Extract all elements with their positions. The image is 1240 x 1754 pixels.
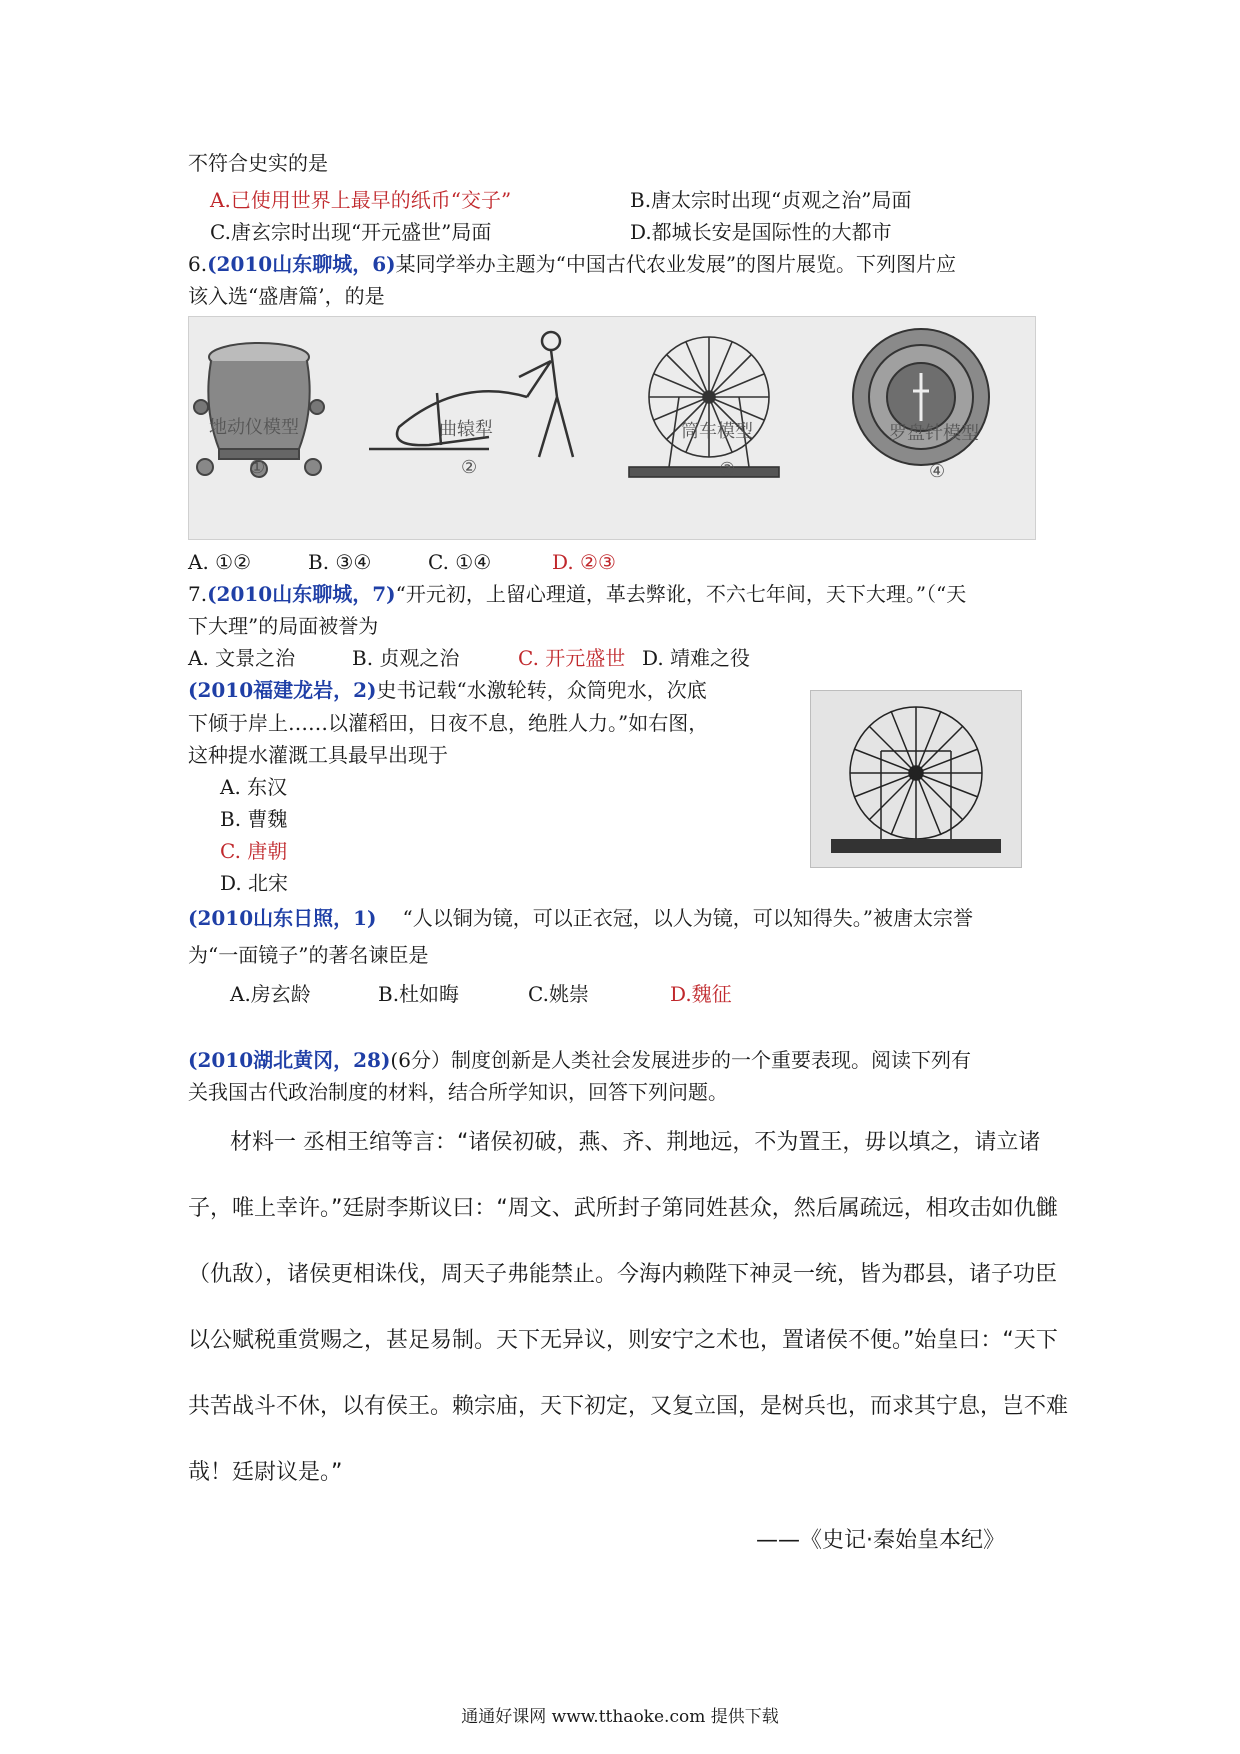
q5-option-b: B.唐太宗时出现“贞观之治”局面: [630, 188, 912, 212]
q10-material-line2: 子，唯上幸许。”廷尉李斯议曰：“周文、武所封子第同姓甚众，然后属疏远，相攻击如仇雠: [188, 1196, 1058, 1221]
water-wheel-photo-illustration: [811, 691, 1021, 867]
q8-option-a: A. 东汉: [220, 775, 288, 799]
q9-stem-line2: 为“一面镜子”的著名谏臣是: [188, 943, 429, 967]
q7-stem-text: “开元初，上留心理道，革去弊讹，不六七年间，天下大理。”（“天: [395, 582, 967, 606]
q10-material-line1: 材料一 丞相王绾等言：“诸侯初破，燕、齐、荆地远，不为置王，毋以填之，请立诸: [230, 1130, 1041, 1155]
q6-stem-text: 某同学举办主题为“中国古代农业发展”的图片展览。下列图片应: [395, 252, 957, 276]
q6-option-c: C. ①④: [428, 550, 492, 574]
q7-option-a: A. 文景之治: [188, 646, 296, 670]
q6-caption-4: 罗盘针模型: [889, 423, 979, 444]
q10-material-line5: 共苦战斗不休，以有侯王。赖宗庙，天下初定，又复立国，是树兵也，而求其宁息，岂不难: [188, 1394, 1069, 1419]
q6-caption-1: 地动仪模型: [209, 417, 299, 438]
q10-material-line6: 哉！廷尉议是。”: [188, 1460, 343, 1485]
q6-caption-3: 筒车模型: [681, 421, 753, 442]
compass-illustration: [853, 329, 989, 465]
q7-source: (2010山东聊城，7): [207, 582, 396, 606]
q8-option-d: D. 北宋: [220, 871, 289, 895]
q6-source: (2010山东聊城，6): [207, 252, 396, 276]
q6-option-b: B. ③④: [308, 550, 372, 574]
q9-stem-line1: [188, 906, 973, 930]
q5-option-c: C.唐玄宗时出现“开元盛世”局面: [210, 220, 492, 244]
q6-index-3: ③: [719, 459, 736, 480]
q9-option-c: C.姚崇: [528, 982, 589, 1006]
q10-stem-text: (6分）制度创新是人类社会发展进步的一个重要表现。阅读下列有: [390, 1048, 971, 1072]
q6-index-1: ①: [249, 457, 266, 478]
q6-stem-line1: [188, 252, 956, 276]
q6-index-4: ④: [929, 461, 946, 482]
q9-option-d: D.魏征: [670, 982, 732, 1006]
q6-index-2: ②: [461, 457, 478, 478]
q6-caption-2: 曲辕犁: [439, 419, 493, 440]
q9-option-a: A.房玄龄: [230, 982, 311, 1006]
q6-number: 6.: [188, 252, 208, 276]
q6-stem-line2: 该入选“盛唐篇’，的是: [188, 284, 385, 308]
water-wheel-illustration: [629, 337, 779, 477]
q9-stem-text: “人以铜为镜，可以正衣冠，以人为镜，可以知得失。”被唐太宗誉: [402, 906, 973, 930]
q6-option-a: A. ①②: [188, 550, 252, 574]
q8-stem-line1: [188, 678, 707, 702]
q10-material-line3: （仇敌），诸侯更相诛伐，周天子弗能禁止。今海内赖陛下神灵一统，皆为郡县，诸子功臣: [188, 1262, 1058, 1287]
q8-stem-text: 史书记载“水激轮转，众筒兜水，次底: [376, 678, 707, 702]
q6-image-strip: [188, 316, 1036, 540]
q8-option-b: B. 曹魏: [220, 807, 288, 831]
q7-stem-line1: [188, 582, 966, 606]
page-footer: 通通好课网 www.tthaoke.com 提供下载: [461, 1707, 779, 1727]
q7-option-b: B. 贞观之治: [352, 646, 460, 670]
q5-option-a: A.已使用世界上最早的纸币“交子”: [210, 188, 512, 212]
q7-option-d: D. 靖难之役: [642, 646, 751, 670]
q10-stem-line1: [188, 1048, 971, 1072]
q9-option-b: B.杜如晦: [378, 982, 460, 1006]
q10-citation: ——《史记·秦始皇本纪》: [756, 1528, 1005, 1553]
q7-number: 7.: [188, 582, 208, 606]
q6-option-d: D. ②③: [552, 550, 616, 574]
q7-stem-line2: 下大理”的局面被誉为: [188, 614, 379, 638]
q8-water-wheel-photo: [810, 690, 1022, 868]
q5-stem-tail: 不符合史实的是: [188, 151, 328, 175]
q8-stem-line3: 这种提水灌溉工具最早出现于: [188, 743, 448, 767]
q10-stem-line2: 关我国古代政治制度的材料，结合所学知识，回答下列问题。: [188, 1080, 728, 1104]
q9-source: (2010山东日照，1): [188, 906, 377, 930]
q10-source: (2010湖北黄冈，28): [188, 1048, 391, 1072]
q8-source: (2010福建龙岩，2): [188, 678, 377, 702]
q8-option-c: C. 唐朝: [220, 839, 288, 863]
q10-material-line4: 以公赋税重赏赐之，甚足易制。天下无异议，则安宁之术也，置诸侯不便。”始皇曰：“天下: [188, 1328, 1058, 1353]
q5-option-d: D.都城长安是国际性的大都市: [630, 220, 892, 244]
q7-option-c: C. 开元盛世: [518, 646, 626, 670]
q8-stem-line2: 下倾于岸上……以灌稻田，日夜不息，绝胜人力。”如右图，: [188, 711, 709, 735]
